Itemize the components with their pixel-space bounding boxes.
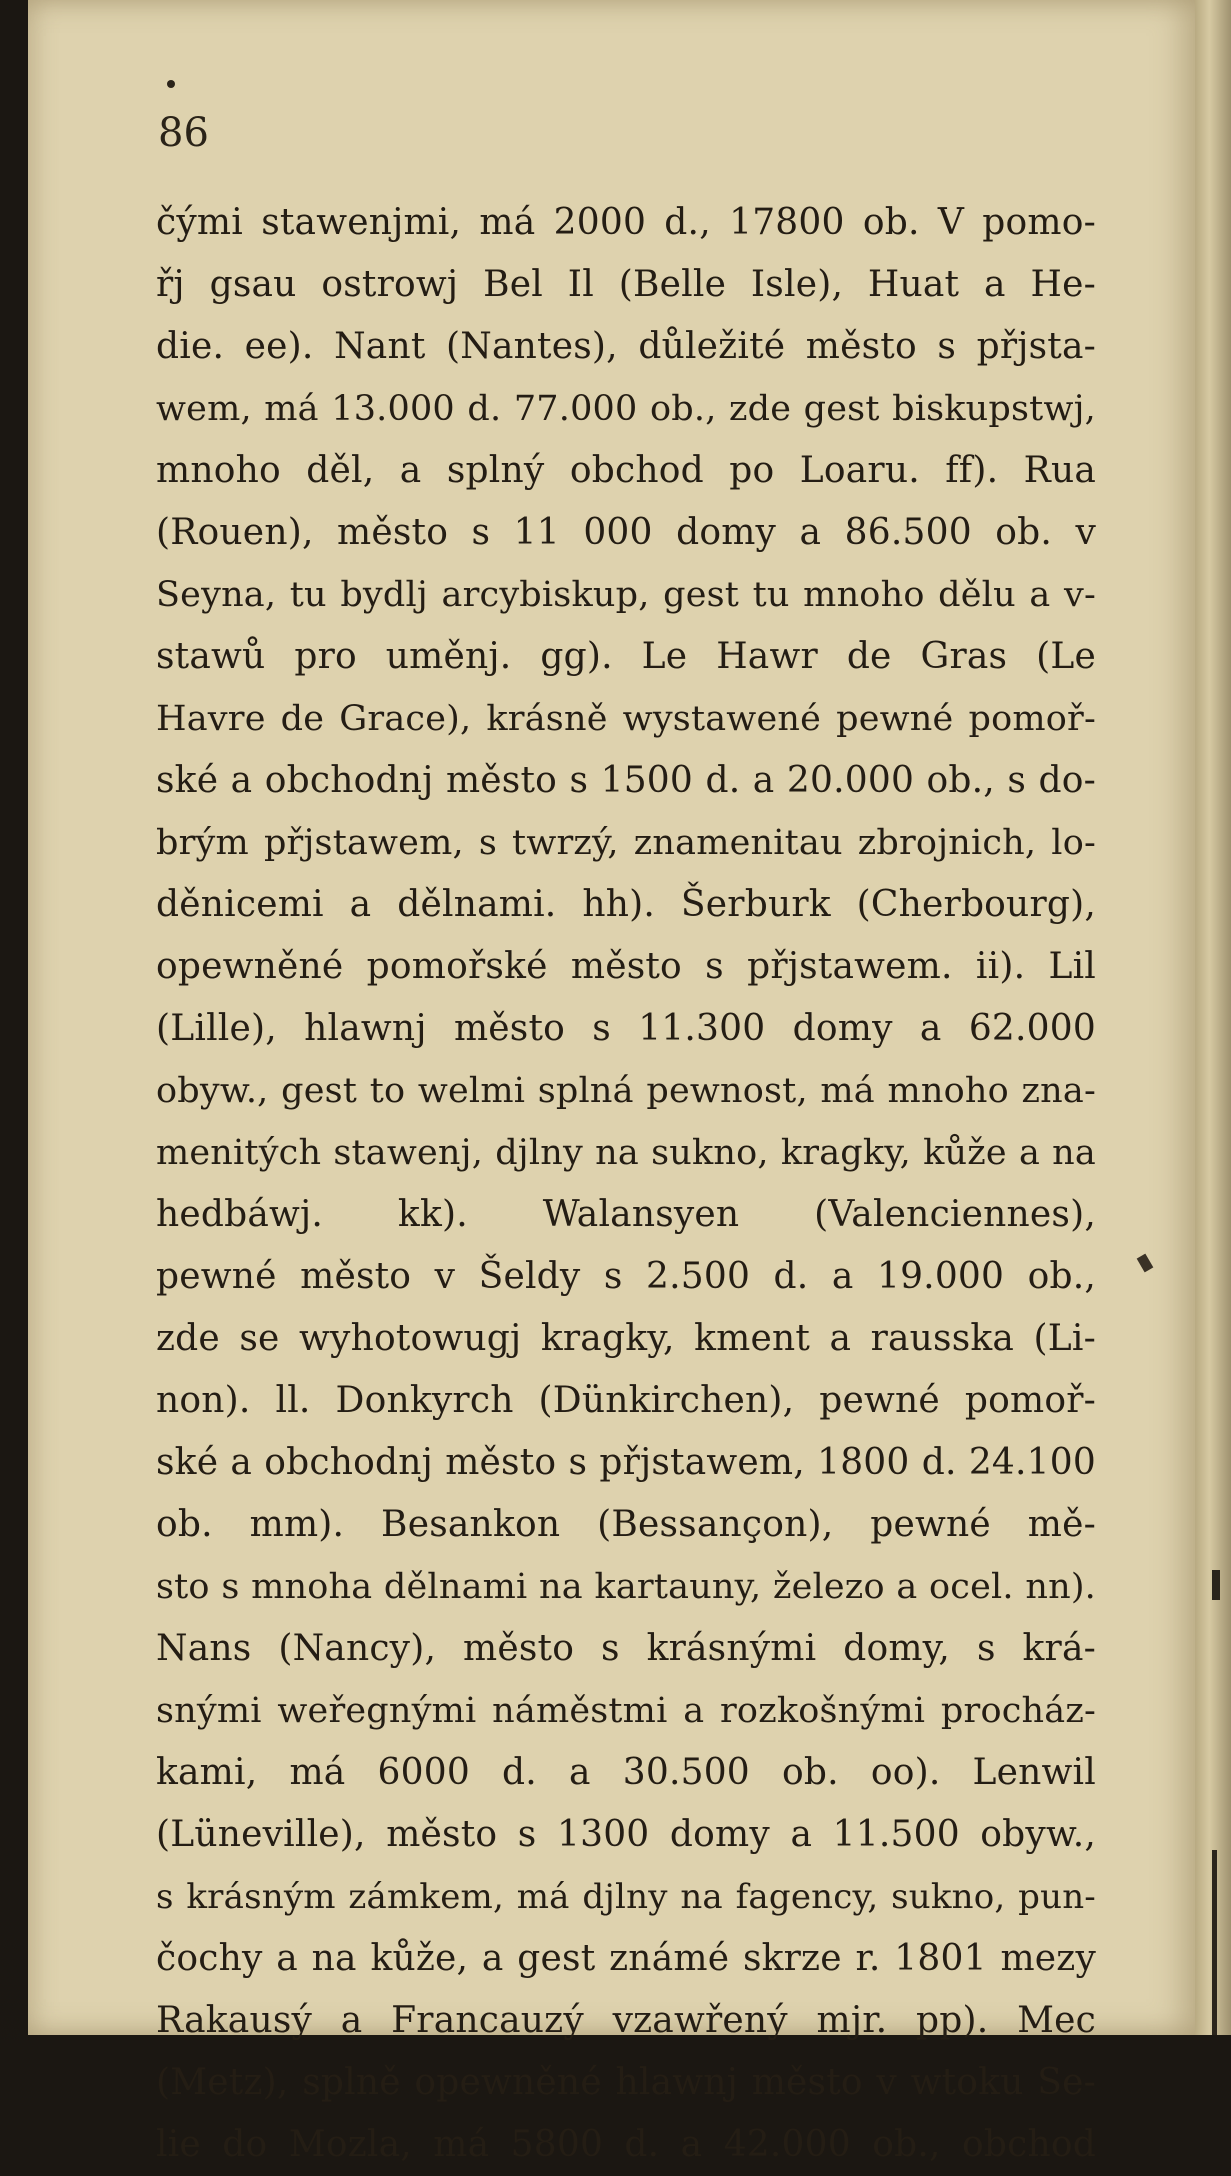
binding-edge-line (1212, 1850, 1217, 2035)
body-text (156, 192, 1096, 2176)
text-line-11: brým přjstawem, s twrzý, znamenitau zbrojnich, lo- (156, 823, 1096, 863)
text-line-6: (Rouen), město s 11 000 domy a 86.500 ob. v (156, 512, 1096, 553)
text-line-8: stawů pro uměnj. gg). Le Hawr de Gras (Le (156, 636, 1096, 677)
text-line-7: Seyna, tu bydlj arcybiskup, gest tu mnoho dělu a v- (156, 575, 1096, 615)
text-line-26: kami, má 6000 d. a 30.500 ob. oo). Lenwil (156, 1752, 1096, 1793)
text-line-12: děnicemi a dělnami. hh). Šerburk (Cherbourg), (156, 884, 1096, 925)
text-line-14: (Lille), hlawnj město s 11.300 domy a 62.000 (156, 1008, 1096, 1049)
page-number: 86 (158, 110, 209, 156)
text-line-18: pewné město v Šeldy s 2.500 d. a 19.000 ob., (156, 1256, 1096, 1297)
binding-mark (1212, 1570, 1220, 1600)
ink-dot (167, 80, 175, 88)
text-line-1: čými stawenjmi, má 2000 d., 17800 ob. V pomo- (156, 202, 1096, 243)
text-line-15: obyw., gest to welmi splná pewnost, má mnoho zna- (156, 1071, 1096, 1111)
text-line-29: čochy a na kůže, a gest známé skrze r. 1801 mezy (156, 1938, 1096, 1979)
text-line-4: wem, má 13.000 d. 77.000 ob., zde gest biskupstwj, (156, 389, 1096, 429)
text-line-27: (Lüneville), město s 1300 domy a 11.500 obyw., (156, 1814, 1096, 1855)
text-line-21: ské a obchodnj město s přjstawem, 1800 d. 24.100 (156, 1442, 1096, 1483)
text-line-23: sto s mnoha dělnami na kartauny, železo a ocel. nn). (156, 1567, 1096, 1607)
text-line-31: (Metz), splně opewněné hlawnj město v wtoku Se- (156, 2062, 1096, 2103)
text-line-10: ské a obchodnj město s 1500 d. a 20.000 ob., s do- (156, 760, 1096, 801)
text-line-13: opewněné pomořské město s přjstawem. ii). Lil (156, 946, 1096, 987)
text-line-30: Rakausý a Francauzý vzawřený mjr. pp). Mec (156, 2000, 1096, 2041)
text-line-24: Nans (Nancy), město s krásnými domy, s krá- (156, 1628, 1096, 1669)
text-line-9: Havre de Grace), krásně wystawené pewné pomoř- (156, 699, 1096, 739)
text-line-25: snými weřegnými náměstmi a rozkošnými procház- (156, 1691, 1096, 1731)
text-line-22: ob. mm). Besankon (Bessançon), pewné mě- (156, 1504, 1096, 1545)
text-line-3: die. ee). Nant (Nantes), důležité město s přjsta- (156, 326, 1096, 367)
text-line-2: řj gsau ostrowj Bel Il (Belle Isle), Huat a He- (156, 264, 1096, 305)
text-line-5: mnoho děl, a splný obchod po Loaru. ff). Rua (156, 450, 1096, 491)
text-line-32: lie do Mozla, má 5800 d. a 42.000 ob., obchod (156, 2124, 1096, 2165)
text-line-19: zde se wyhotowugj kragky, kment a rausska (Li- (156, 1318, 1096, 1359)
text-line-16: menitých stawenj, djlny na sukno, kragky, kůže a na (156, 1133, 1096, 1173)
text-line-17: hedbáwj. kk). Walansyen (Valenciennes), (156, 1194, 1096, 1235)
text-line-20: non). ll. Donkyrch (Dünkirchen), pewné pomoř- (156, 1380, 1096, 1421)
text-line-28: s krásným zámkem, má djlny na fagency, sukno, pun- (156, 1877, 1096, 1917)
page-fold-edge (1195, 0, 1231, 2035)
